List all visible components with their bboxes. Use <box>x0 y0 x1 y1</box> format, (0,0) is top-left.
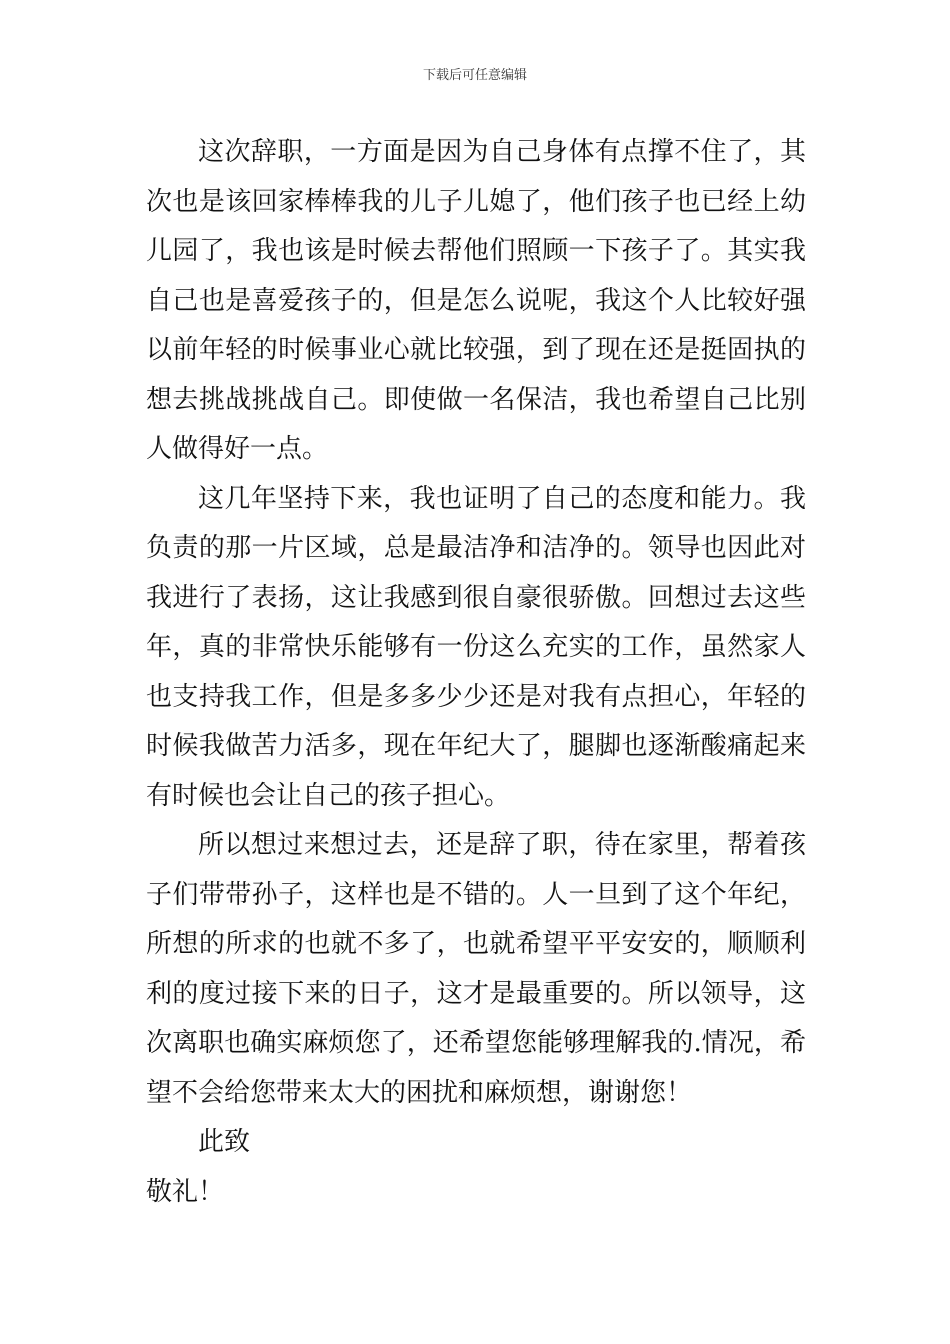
letter-paragraph-3: 所以想过来想过去，还是辞了职，待在家里，帮着孩子们带带孙子，这样也是不错的。人一旦到了这个年纪，所想的所求的也就不多了，也就希望平平安安的，顺顺利利的度过接下来的日子，这才是最重要的。所以领导，这次离职也确实麻烦您了，还希望您能够理解我的.情况，希望不会给您带来太大的困扰和麻烦想，谢谢您！ <box>146 830 806 1108</box>
page-header-note: 下载后可任意编辑 <box>422 68 527 83</box>
letter-paragraph-2: 这几年坚持下来，我也证明了自己的态度和能力。我负责的那一片区域，总是最洁净和洁净的。领导也因此对我进行了表扬，这让我感到很自豪很骄傲。回想过去这些年，真的非常快乐能够有一份这么充实的工作，虽然家人也支持我工作，但是多多少少还是对我有点担心，年轻的时候我做苦力活多，现在年纪大了，腿脚也逐渐酸痛起来有时候也会让自己的孩子担心。 <box>146 483 806 811</box>
letter-salutation: 此致 <box>198 1127 251 1157</box>
letter-closing: 敬礼！ <box>146 1176 225 1207</box>
letter-body <box>146 128 806 1217</box>
letter-paragraph-1: 这次辞职，一方面是因为自己身体有点撑不住了，其次也是该回家棒棒我的儿子儿媳了，他们孩子也已经上幼儿园了，我也该是时候去帮他们照顾一下孩子了。其实我自己也是喜爱孩子的，但是怎么说呢，我这个人比较好强以前年轻的时候事业心就比较强，到了现在还是挺固执的想去挑战挑战自己。即使做一名保洁，我也希望自己比别人做得好一点。 <box>146 137 806 464</box>
